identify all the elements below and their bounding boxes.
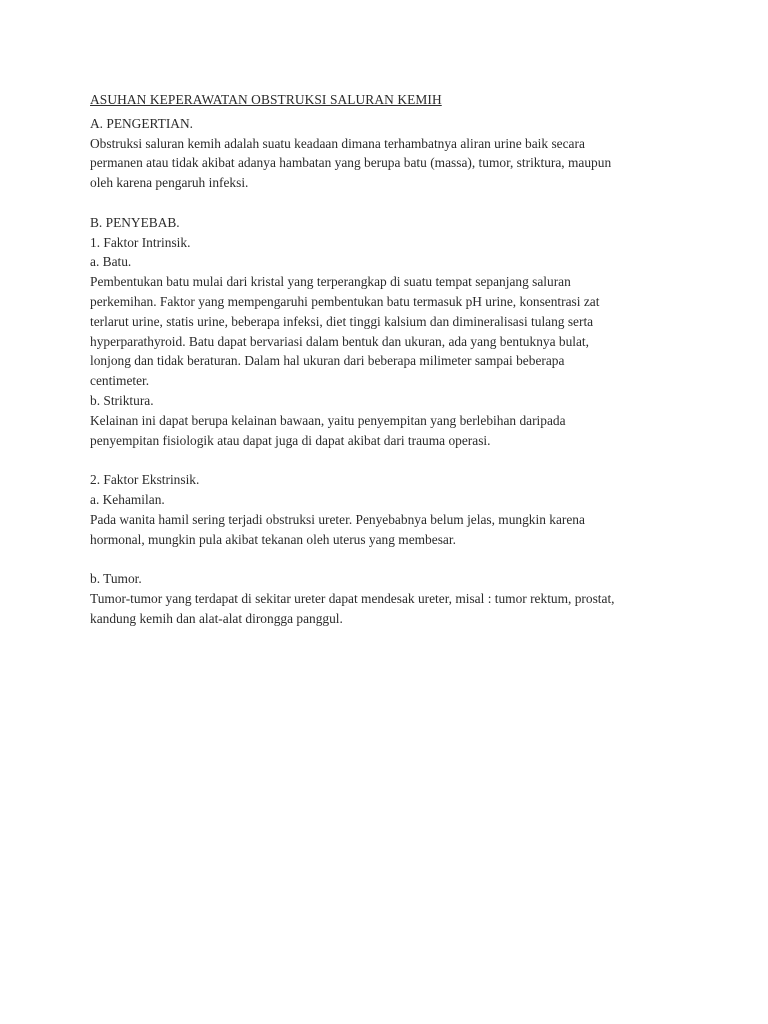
paragraph-line: Pembentukan batu mulai dari kristal yang terperangkap di suatu tempat sepanjang saluran (90, 274, 571, 290)
document-title: ASUHAN KEPERAWATAN OBSTRUKSI SALURAN KEMIH (90, 92, 442, 107)
paragraph-line: penyempitan fisiologik atau dapat juga di dapat akibat dari trauma operasi. (90, 432, 491, 448)
paragraph-line: centimeter. (90, 373, 150, 389)
spacer (90, 450, 690, 470)
batu-heading: a. Batu. (90, 254, 132, 270)
intrinsic-heading: 1. Faktor Intrinsik. (90, 234, 191, 250)
section-b-heading: B. PENYEBAB. (90, 214, 180, 230)
spacer (90, 193, 690, 213)
spacer (90, 549, 690, 569)
paragraph-line: terlarut urine, statis urine, beberapa infeksi, diet tinggi kalsium dan dimineralisasi tulang serta (90, 313, 594, 329)
extrinsic-heading: 2. Faktor Ekstrinsik. (90, 472, 200, 488)
tumor-heading: b. Tumor. (90, 571, 142, 587)
paragraph-line: oleh karena pengaruh infeksi. (90, 175, 249, 191)
paragraph-line: Kelainan ini dapat berupa kelainan bawaan, yaitu penyempitan yang berlebihan daripada (90, 412, 566, 428)
kehamilan-heading: a. Kehamilan. (90, 491, 165, 507)
paragraph-line: kandung kemih dan alat-alat dirongga panggul. (90, 610, 343, 626)
striktura-heading: b. Striktura. (90, 392, 154, 408)
paragraph-line: hyperparathyroid. Batu dapat bervariasi dalam bentuk dan ukuran, ada yang bentuknya bulat, (90, 333, 590, 349)
section-a-heading: A. PENGERTIAN. (90, 115, 193, 131)
paragraph-line: Pada wanita hamil sering terjadi obstruksi ureter. Penyebabnya belum jelas, mungkin karena (90, 511, 585, 527)
paragraph-line: Obstruksi saluran kemih adalah suatu keadaan dimana terhambatnya aliran urine baik secara (90, 135, 585, 151)
paragraph-line: permanen atau tidak akibat adanya hambatan yang berupa batu (massa), tumor, striktura, maupun (90, 155, 612, 171)
document-body (90, 90, 690, 629)
paragraph-line: hormonal, mungkin pula akibat tekanan oleh uterus yang membesar. (90, 531, 456, 547)
paragraph-line: Tumor-tumor yang terdapat di sekitar ureter dapat mendesak ureter, misal : tumor rektum, prostat, (90, 590, 615, 606)
paragraph-line: lonjong dan tidak beraturan. Dalam hal ukuran dari beberapa milimeter sampai beberapa (90, 353, 565, 369)
paragraph-line: perkemihan. Faktor yang mempengaruhi pembentukan batu termasuk pH urine, konsentrasi zat (90, 293, 600, 309)
